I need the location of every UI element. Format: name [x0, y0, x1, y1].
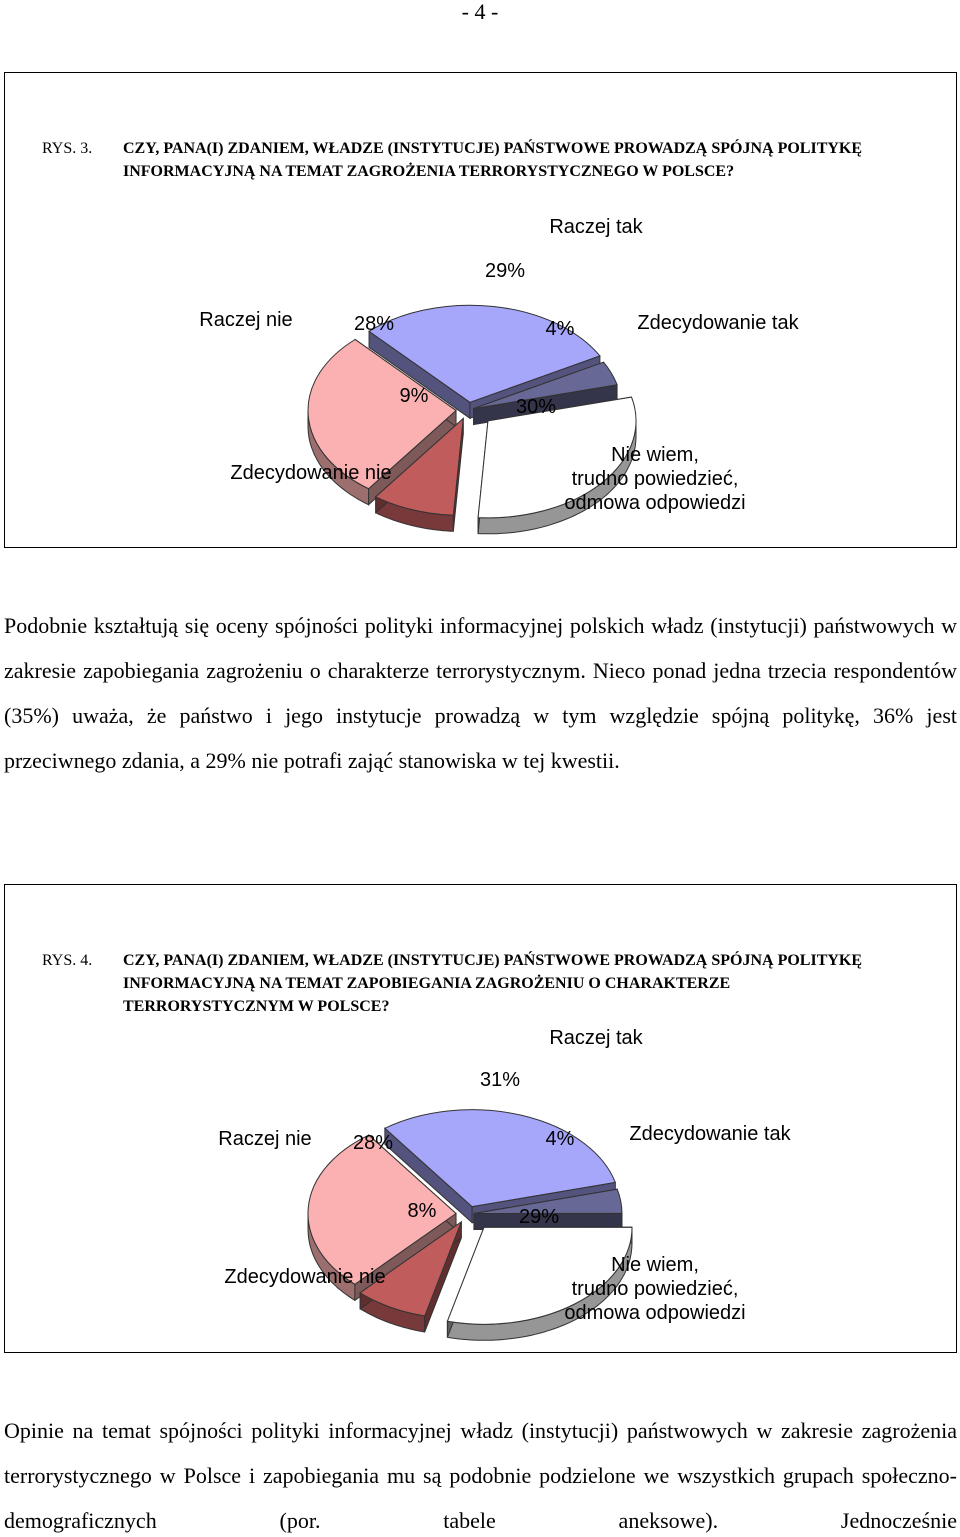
figure-title: CZY, PANA(I) ZDANIEM, WŁADZE (INSTYTUCJE) PAŃSTWOWE PROWADZĄ SPÓJNĄ POLITYKĘ INFORMACYJNĄ NA TEMAT ZAPOBIEGANIA ZAGROŻENIU O CHARAKTERZE TERRORYSTYCZNYM W POLSCE? — [123, 952, 863, 1015]
slice-value-label: 4% — [545, 1128, 575, 1150]
slice-value-label: 28% — [352, 1132, 394, 1154]
slice-category-label: Raczej tak — [549, 216, 643, 238]
figure-rys-3 — [4, 72, 957, 548]
slice-category-label: Zdecydowanie tak — [637, 312, 799, 334]
slice-value-label: 8% — [407, 1200, 437, 1222]
body-paragraph: Opinie na temat spójności polityki informacyjnej władz (instytucji) państwowych w zakresie zagrożenia terrorystycznego w Polsce i zapobiegania mu są podobnie podzielone we wszystkich grupach społeczno-demograficznych (por. tabele aneksowe). Jednocześnie — [4, 1418, 957, 1533]
slice-category-label: Zdecydowanie nie — [224, 1266, 386, 1288]
figure-rys-4 — [4, 884, 957, 1353]
slice-value-label: 9% — [399, 385, 429, 407]
figure-number: RYS. 3. — [42, 140, 93, 157]
slice-value-label: 31% — [479, 1069, 521, 1091]
slice-category-label: Raczej nie — [218, 1128, 312, 1150]
pie-chart — [5, 885, 958, 1354]
slice-category-label: Nie wiem, trudno powiedzieć, odmowa odpowiedzi — [564, 1254, 746, 1324]
slice-category-label: Raczej nie — [199, 309, 293, 331]
slice-value-label: 30% — [515, 396, 557, 418]
slice-category-label: Zdecydowanie nie — [230, 462, 392, 484]
slice-value-label: 4% — [545, 318, 575, 340]
figure-title: CZY, PANA(I) ZDANIEM, WŁADZE (INSTYTUCJE) PAŃSTWOWE PROWADZĄ SPÓJNĄ POLITYKĘ INFORMACYJNĄ NA TEMAT ZAGROŻENIA TERRORYSTYCZNEGO W POLSCE? — [123, 140, 863, 180]
slice-value-label: 28% — [353, 313, 395, 335]
slice-value-label: 29% — [484, 260, 526, 282]
pie-chart — [5, 73, 958, 549]
body-paragraph: Podobnie kształtują się oceny spójności polityki informacyjnej polskich władz (instytucji) państwowych w zakresie zapobiegania zagrożeniu o charakterze terrorystycznym. Nieco ponad jedna trzecia respondentów (35%) uważa, że państwo i jego instytucje prowadzą w tym względzie spójną politykę, 36% jest przeciwnego zdania, a 29% nie potrafi zająć stanowiska w tej kwestii. — [4, 613, 957, 773]
slice-category-label: Nie wiem, trudno powiedzieć, odmowa odpowiedzi — [564, 444, 746, 514]
figure-number: RYS. 4. — [42, 952, 93, 969]
page-number: - 4 - — [461, 0, 499, 24]
slice-category-label: Zdecydowanie tak — [629, 1123, 791, 1145]
slice-category-label: Raczej tak — [549, 1027, 643, 1049]
slice-value-label: 29% — [518, 1206, 560, 1228]
